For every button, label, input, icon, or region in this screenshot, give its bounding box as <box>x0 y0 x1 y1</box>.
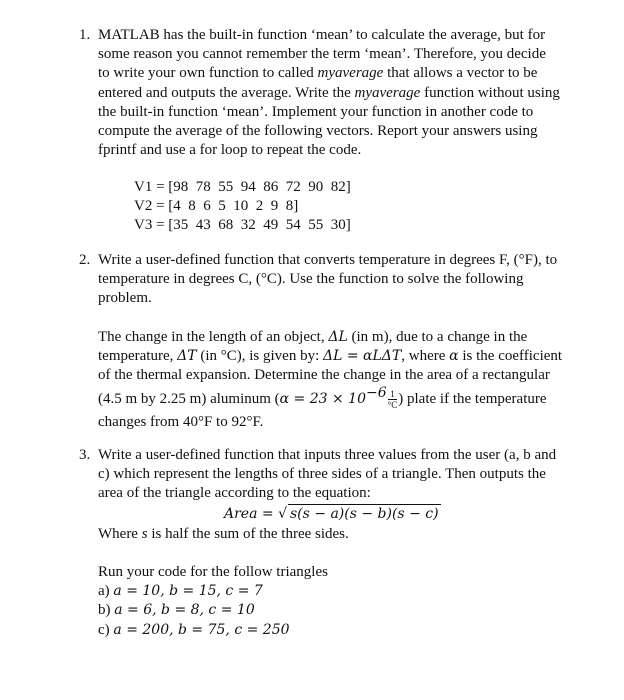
math-exponent: −6 <box>366 384 387 401</box>
text-line: temperature in degrees C, (°C). Use the function to solve the following <box>98 271 524 288</box>
math-alpha-value: α = 23 × 10 <box>279 390 367 407</box>
math-alpha: α <box>449 348 459 365</box>
question-text <box>98 446 566 504</box>
text-span: entered and outputs the average. Write the <box>98 84 355 101</box>
text-span: that allows a vector to be <box>383 65 538 82</box>
math-fraction <box>388 389 398 410</box>
question-number: 1. <box>79 27 91 43</box>
vector-v1: V1 = [98 78 55 94 86 72 90 82] <box>134 179 351 195</box>
text-line: area of the triangle according to the equation: <box>98 485 371 502</box>
text-line <box>98 64 566 83</box>
fraction-denominator: °C <box>387 399 398 410</box>
case-label: a) <box>98 583 110 600</box>
text-line: Write a user-defined function that converts temperature in degrees F, (°F), to <box>98 252 558 268</box>
text-span: temperature, <box>98 348 178 365</box>
text-line: MATLAB has the built-in function ‘mean’ to calculate the average, but for <box>98 27 546 43</box>
text-span: The change in the length of an object, <box>98 329 329 345</box>
sqrt-icon: √ <box>278 506 287 522</box>
vector-v3: V3 = [35 43 68 32 49 54 55 30] <box>134 217 351 234</box>
math-equation: ΔL = αLΔT <box>323 348 402 365</box>
case-item <box>98 621 566 640</box>
function-name: myaverage <box>317 65 384 82</box>
triangle-cases <box>98 563 566 640</box>
math-delta-l: ΔL <box>328 329 348 345</box>
vector-v2: V2 = [4 8 6 5 10 2 9 8] <box>134 198 299 215</box>
question-paragraph-2 <box>98 328 566 432</box>
equation-lhs: Area = <box>224 506 279 522</box>
text-line: of the thermal expansion. Determine the change in the area of a rectangular <box>98 367 550 384</box>
question-text <box>98 26 566 160</box>
fraction-numerator: 1 <box>388 389 398 400</box>
text-line <box>98 328 566 347</box>
equation-radicand: s(s − a)(s − b)(s − c) <box>288 504 441 524</box>
function-name: myaverage <box>354 84 421 101</box>
case-label: b) <box>98 602 111 619</box>
text-line <box>98 347 566 366</box>
text-span: (4.5 m by 2.25 m) aluminum ( <box>98 390 280 407</box>
text-line: fprintf and use a for loop to repeat the code. <box>98 142 362 159</box>
text-line: some reason you cannot remember the term ‘mean’. Therefore, you decide <box>98 46 546 63</box>
case-item <box>98 601 566 620</box>
text-line <box>98 525 566 544</box>
text-span: (in °C), is given by: <box>196 348 323 365</box>
area-equation <box>224 504 441 524</box>
text-span: is half the sum of the three sides. <box>147 526 349 542</box>
math-delta-t: ΔT <box>177 348 197 365</box>
text-span: (in m), due to a change in the <box>347 329 528 345</box>
text-span: , where <box>401 348 450 365</box>
question-number: 2. <box>79 252 91 268</box>
where-line <box>98 525 566 544</box>
case-expression: a = 6, b = 8, c = 10 <box>114 602 255 619</box>
text-line <box>98 384 566 410</box>
text-span: is the coefficient <box>458 348 563 365</box>
vector-list <box>134 178 602 236</box>
text-line: compute the average of the following vectors. Report your answers using <box>98 123 538 140</box>
question-text <box>98 251 566 309</box>
text-line <box>98 84 566 103</box>
text-line: c) which represent the lengths of three sides of a triangle. Then outputs the <box>98 466 546 483</box>
case-label: c) <box>98 621 110 638</box>
run-line: Run your code for the follow triangles <box>98 564 328 580</box>
text-line: problem. <box>98 290 152 307</box>
text-line: the built-in function ‘mean’. Implement your function in another code to <box>98 103 534 120</box>
question-number: 3. <box>79 447 91 463</box>
text-line: Write a user-defined function that inputs three values from the user (a, b and <box>98 447 557 463</box>
math-s: s <box>141 526 148 542</box>
case-expression: a = 10, b = 15, c = 7 <box>113 583 263 600</box>
text-span: ) plate if the temperature <box>398 390 547 407</box>
text-span: to write your own function to called <box>98 65 318 82</box>
text-span: Where <box>98 526 142 542</box>
case-item <box>98 582 566 601</box>
text-span: function without using <box>420 84 560 101</box>
text-line: changes from 40°F to 92°F. <box>98 413 264 430</box>
case-expression: a = 200, b = 75, c = 250 <box>113 621 290 638</box>
